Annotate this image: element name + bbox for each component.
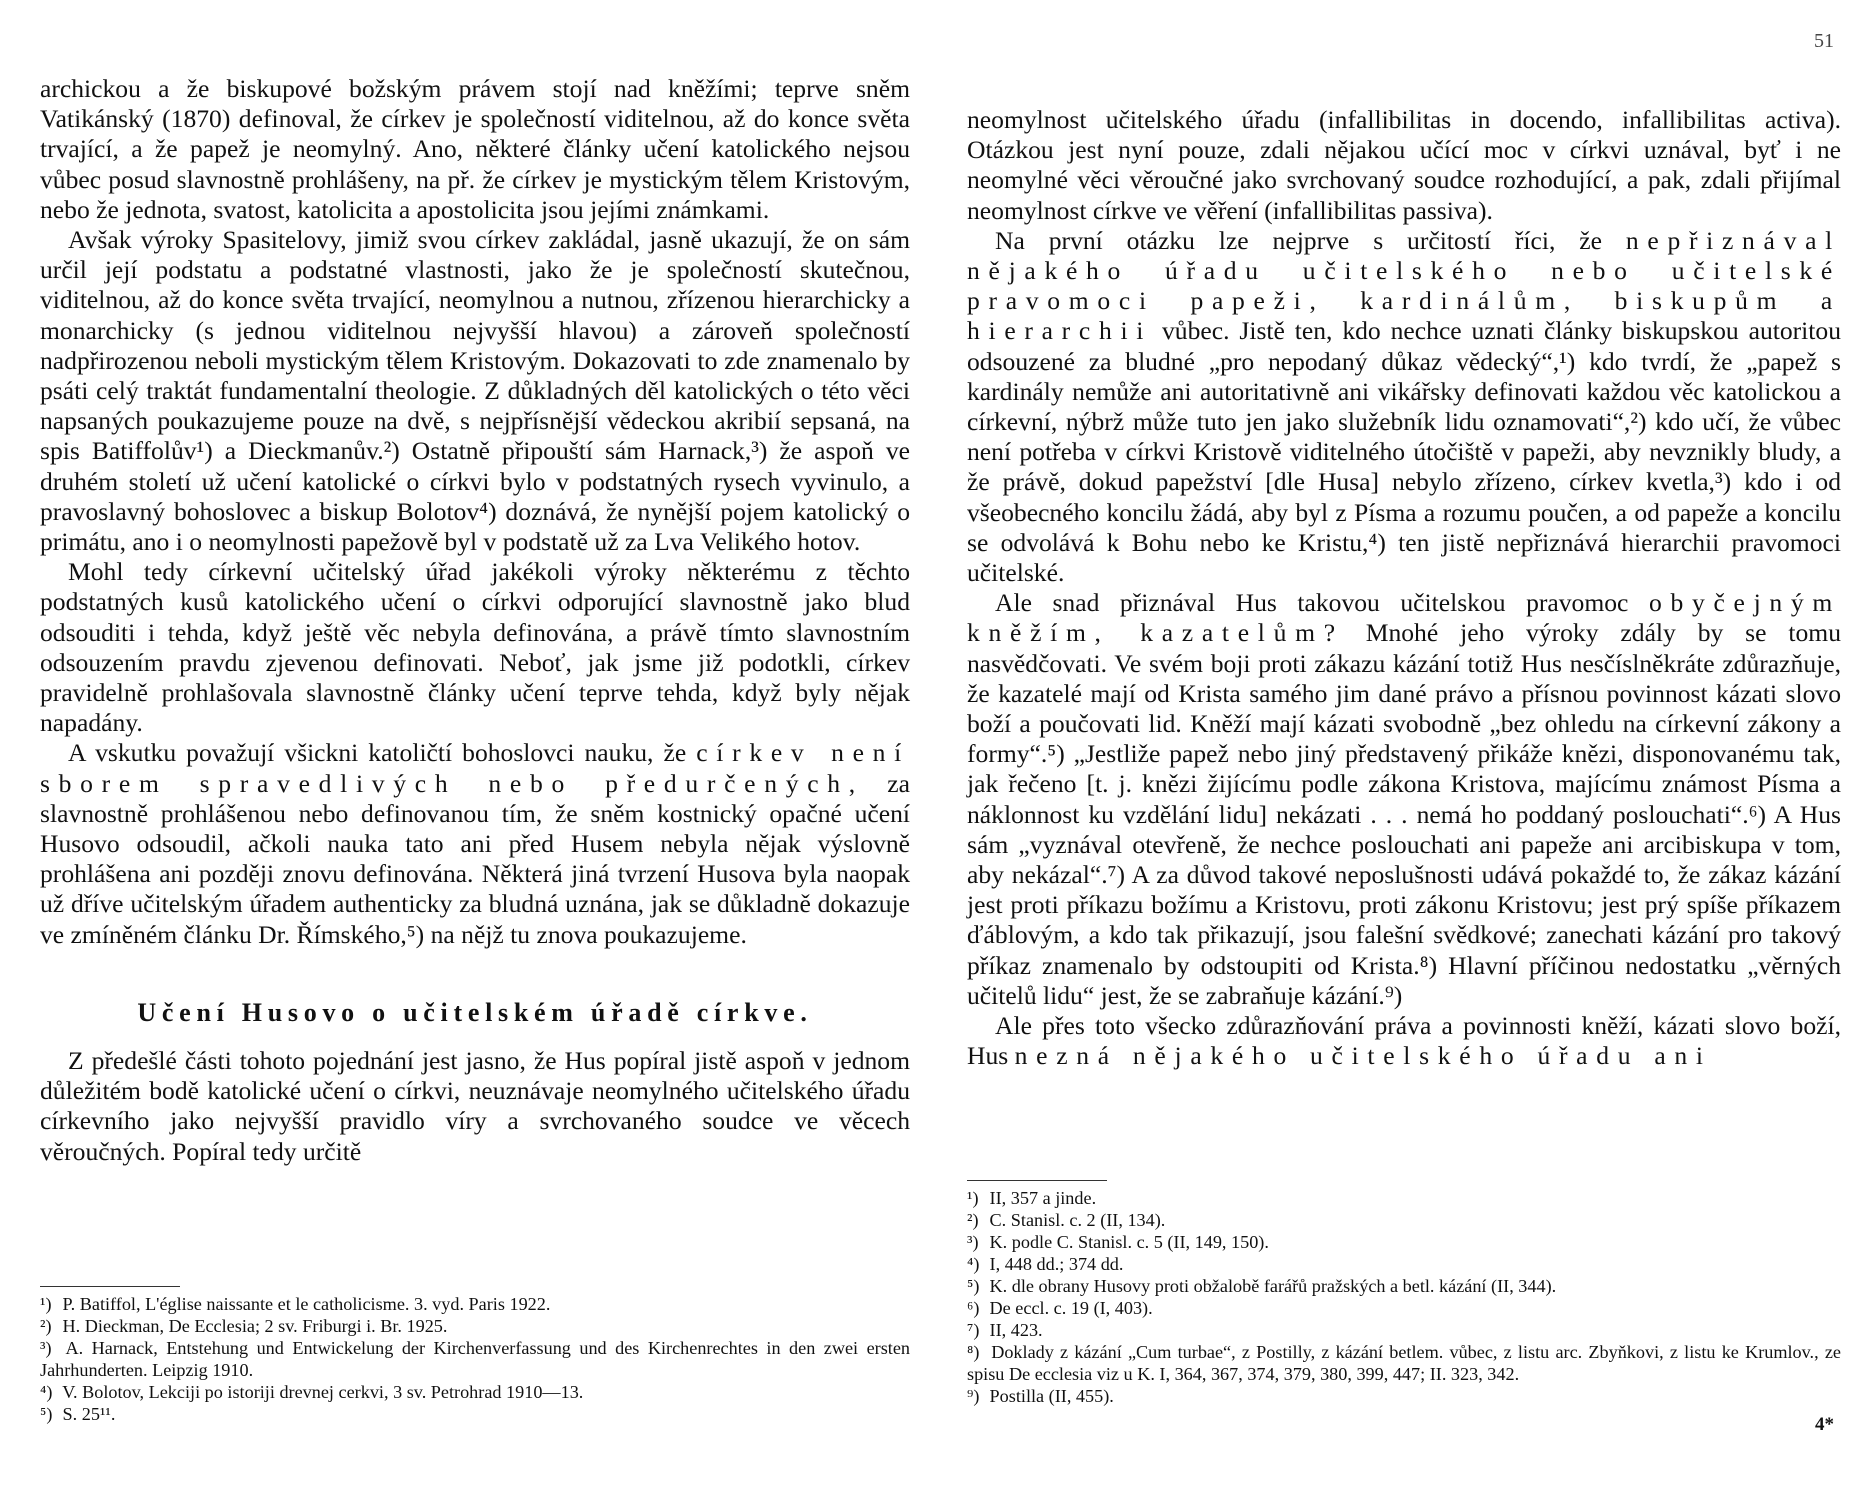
footnote — [967, 1231, 1841, 1253]
footnote-mark: ⁴) — [967, 1254, 980, 1274]
signature-mark: 4* — [1815, 1414, 1834, 1435]
right-footnotes — [967, 1180, 1841, 1407]
footnote-mark: ²) — [967, 1210, 979, 1230]
footnote-text: Doklady z kázání „Cum turbae“, z Postilly, z kázání betlem. vůbec, z listu arc. Zbyňkovi, z listu ke Krumlov., ze spisu De ecclesia viz u K. I, 364, 367, 374, 379, 380, 399, 447; II. 323, 342. — [967, 1342, 1841, 1384]
footnote — [40, 1337, 910, 1381]
footnote-divider — [40, 1286, 180, 1287]
footnote-text: I, 448 dd.; 374 dd. — [989, 1254, 1124, 1274]
right-paragraph-3-continuation: Mnohé jeho výroky zdály by se tomu nasvědčovati. Ve svém boji proti zákazu kázání totiž Hus nesčíslněkráte zdůrazňuje, že kazatelé mají od Krista samého jim dané právo a přísnou povinnost kázati slovo boží a poučovati lid. Kněží mají kázati svobodně „bez ohledu na církevní zákony a formy“.⁵) „Jestliže papež nebo jiný představený přikáže knězi, disponovanému tak, jak řečeno [t. j. knězi žijícímu podle zákona Kristova, majícímu známost Písma a náklonnost ku vzdělání lidu] nekázati . . . nemá ho poddaný poslouchati“.⁶) A Hus sám „vyznával otevřeně, že nechce poslouchati ani papeže ani arcibiskupa v tom, aby nekázal“.⁷) A za důvod takové neposlušnosti udává pokaždé to, že zákaz kázání jest proti příkazu božímu a Kristovu, proti zákonu Kristovu; jest prý spíše příkazem ďáblovým, a kdo tak přikazují, jsou falešní svědkové; zanechati kázání pro takový příkaz znamenalo by odstoupiti od Krista.⁸) Hlavní příčinou nedostatku „věrných učitelů lidu“ jest, že se zabraňuje kázání.⁹) — [967, 618, 1841, 1010]
footnote-mark: ²) — [40, 1316, 52, 1336]
footnote — [967, 1253, 1841, 1275]
footnote — [40, 1403, 910, 1425]
footnote-text: K. dle obrany Husovy proti obžalobě farářů pražských a betl. kázání (II, 344). — [989, 1276, 1557, 1296]
footnote-text: De eccl. c. 19 (I, 403). — [989, 1298, 1153, 1318]
footnote-text: H. Dieckman, De Ecclesia; 2 sv. Friburgi i. Br. 1925. — [62, 1316, 448, 1336]
emphasis-spaced-text: nepřiznával nějakého úřadu učitelského nebo učitelské pravomoci papeži, kardinálům, biskupům a hierarchii — [967, 225, 1841, 346]
footnote — [967, 1385, 1841, 1407]
footnote-text: S. 25¹¹. — [62, 1404, 116, 1424]
footnote-mark: ⁷) — [967, 1320, 980, 1340]
footnote-mark: ³) — [40, 1338, 52, 1358]
footnote-mark: ³) — [967, 1232, 979, 1252]
right-paragraph-2-continuation: vůbec. Jistě ten, kdo nechce uznati články biskupskou autoritou odsouzené za bludné „pro nepodaný důkaz vědecký“,¹) kdo tvrdí, že „papež s kardinály nemůže ani autoritativně ani vikářsky definovati každou věc katolickou a církevní, nýbrž může tuto jen jako služebník lidu oznamovati“,²) kdo učí, že vůbec není potřeba v církvi Kristově viditelného útočiště v papeži, aby nevznikly bludy, a že právě, dokud papežství [dle Husa] nebylo zřízeno, církev kvetla,³) kdo i od všeobecného koncilu žádá, aby byl z Písma a rozumu poučen, a od papeže a koncilu se odvolává k Bohu nebo ke Kristu,⁴) ten jistě nepřiznává hierarchii pravomoci učitelské. — [967, 316, 1841, 588]
footnote-mark: ⁵) — [967, 1276, 980, 1296]
emphasis-spaced-text: církev není sborem spravedlivých nebo předurčených, — [40, 738, 910, 798]
section-heading: Učení Husovo o učitelském úřadě církve. — [137, 997, 813, 1027]
footnote-text: A. Harnack, Entstehung und Entwickelung der Kirchenverfassung und des Kirchenrechtes in den zwei ersten Jahrhunderten. Leipzig 1910. — [40, 1338, 911, 1380]
footnote — [40, 1381, 910, 1403]
right-paragraph-2 — [967, 226, 1841, 588]
footnote — [967, 1341, 1841, 1385]
left-text-column — [40, 74, 910, 1167]
emphasis-spaced-text: obyčejným kněžím, kazatelům? — [967, 588, 1841, 648]
left-paragraph-4-continuation: za slavnostně prohlášenou nebo definovanou tím, že sněm kostnický opačné učení Husovo odsoudil, ačkoli nauka tato ani před Husem nebyla nějak výslovně prohlášena ani později znovu definována. Některá jiná tvrzení Husova byla naopak už dříve učitelským úřadem authenticky za bludná uznána, jak se důkladně dokazuje ve zmíněném článku Dr. Římského,⁵) na nějž tu znova poukazujeme. — [40, 768, 910, 949]
right-paragraph-3-text: Ale snad přiznával Hus takovou učitelskou pravomoc — [995, 588, 1649, 618]
footnote — [967, 1275, 1841, 1297]
left-paragraph-4 — [40, 738, 910, 949]
footnote-mark: ⁹) — [967, 1386, 980, 1406]
right-paragraph-3 — [967, 588, 1841, 1011]
left-paragraph-4-text: A vskutku považují všickni katoličtí bohoslovci nauku, že — [68, 738, 697, 768]
footnote-mark: ⁴) — [40, 1382, 53, 1402]
footnote — [967, 1319, 1841, 1341]
left-paragraph-2: Avšak výroky Spasitelovy, jimiž svou církev zakládal, jasně ukazují, že on sám určil její podstatu a podstatné vlastnosti, jako že je společností skutečnou, viditelnou, až do konce světa trvající, neomylnou a nutnou, zřízenou hierarchicky a monarchicky (s jednou viditelnou nejvyšší hlavou) a zároveň společností nadpřirozenou neboli mystickým tělem Kristovým. Dokazovati to zde znamenalo by psáti celý traktát fundamentalní theologie. Z důkladných děl katolických o této věci napsaných poukazujeme pouze na dvě, s nejpřísnější vědeckou akribií sepsaná, na spis Batiffolův¹) a Dieckmanův.²) Ostatně připouští sám Harnack,³) že aspoň ve druhém století už učení katolické o církvi bylo v podstatných rysech vyvinulo, a pravoslavný bohoslovec a biskup Bolotov⁴) doznává, že nynější pojem katolický o primátu, ano i o neomylnosti papežově byl v podstatě už za Lva Velikého hotov. — [40, 225, 910, 557]
footnote — [967, 1297, 1841, 1319]
footnote-mark: ⁸) — [967, 1342, 980, 1362]
footnote — [967, 1187, 1841, 1209]
right-text-column — [967, 105, 1841, 1072]
footnote-mark: ¹) — [967, 1188, 979, 1208]
left-paragraph-5: Z předešlé části tohoto pojednání jest jasno, že Hus popíral jistě aspoň v jednom důležitém bodě katolické učení o církvi, neuznávaje neomylného učitelského úřadu církevního jako nejvyšší pravidlo víry a svrchovaného soudce ve věcech věroučných. Popíral tedy určitě — [40, 1045, 910, 1166]
right-paragraph-4-text: Ale přes toto všecko zdůrazňování práva a povinnosti kněží, kázati slovo boží, Hus — [967, 1011, 1841, 1071]
footnote-text: C. Stanisl. c. 2 (II, 134). — [989, 1210, 1166, 1230]
left-footnotes — [40, 1286, 910, 1425]
footnote-text: P. Batiffol, L'église naissante et le catholicisme. 3. vyd. Paris 1922. — [62, 1294, 551, 1314]
right-paragraph-1: neomylnost učitelského úřadu (infallibilitas in docendo, infallibilitas activa). Otázkou jest nyní pouze, zdali nějakou učící moc v církvi uznával, byť i ne neomylné věci věroučné jako svrchovaný soudce rozhodující, a pak, zdali přijímal neomylnost církve ve věření (infallibilitas passiva). — [967, 105, 1841, 225]
footnote-text: II, 423. — [989, 1320, 1043, 1340]
footnote-text: II, 357 a jinde. — [989, 1188, 1097, 1208]
footnote — [40, 1293, 910, 1315]
footnote-divider — [967, 1180, 1107, 1181]
footnote-mark: ¹) — [40, 1294, 52, 1314]
emphasis-spaced-text: nezná nějakého učitelského úřadu ani — [1014, 1041, 1712, 1071]
right-page — [931, 0, 1862, 1500]
footnote-text: K. podle C. Stanisl. c. 5 (II, 149, 150). — [989, 1232, 1269, 1252]
right-paragraph-2-text: Na první otázku lze nejprve s určitostí říci, že — [995, 225, 1626, 255]
footnote-text: V. Bolotov, Lekciji po istoriji drevnej cerkvi, 3 sv. Petrohrad 1910—13. — [62, 1382, 584, 1402]
footnote — [967, 1209, 1841, 1231]
footnote — [40, 1315, 910, 1337]
left-paragraph-3: Mohl tedy církevní učitelský úřad jakékoli výroky některému z těchto podstatných kusů katolického učení o církvi odporující slavnostně jako blud odsouditi i tehda, když ještě věc nebyla definována, a právě tímto slavnostním odsouzením pravdu zjevenou definovati. Neboť, jak jsme již podotkli, církev pravidelně prohlašovala slavnostně články učení teprve tehda, když byly nějak napadány. — [40, 557, 910, 738]
footnote-mark: ⁶) — [967, 1298, 980, 1318]
footnote-text: Postilla (II, 455). — [989, 1386, 1114, 1406]
right-paragraph-4 — [967, 1011, 1841, 1071]
left-paragraph-1: archickou a že biskupové božským právem stojí nad kněžími; teprve sněm Vatikánský (1870) definoval, že církev je společností viditelnou, až do konce světa trvající, a že papež je neomylný. Ano, některé články učení katolického nejsou vůbec posud slavnostně prohlášeny, na př. že církev je mystickým tělem Kristovým, nebo že jednota, svatost, katolicita a apostolicita jsou jejími známkami. — [40, 74, 910, 224]
footnote-mark: ⁵) — [40, 1404, 53, 1424]
page-number: 51 — [1814, 30, 1834, 52]
